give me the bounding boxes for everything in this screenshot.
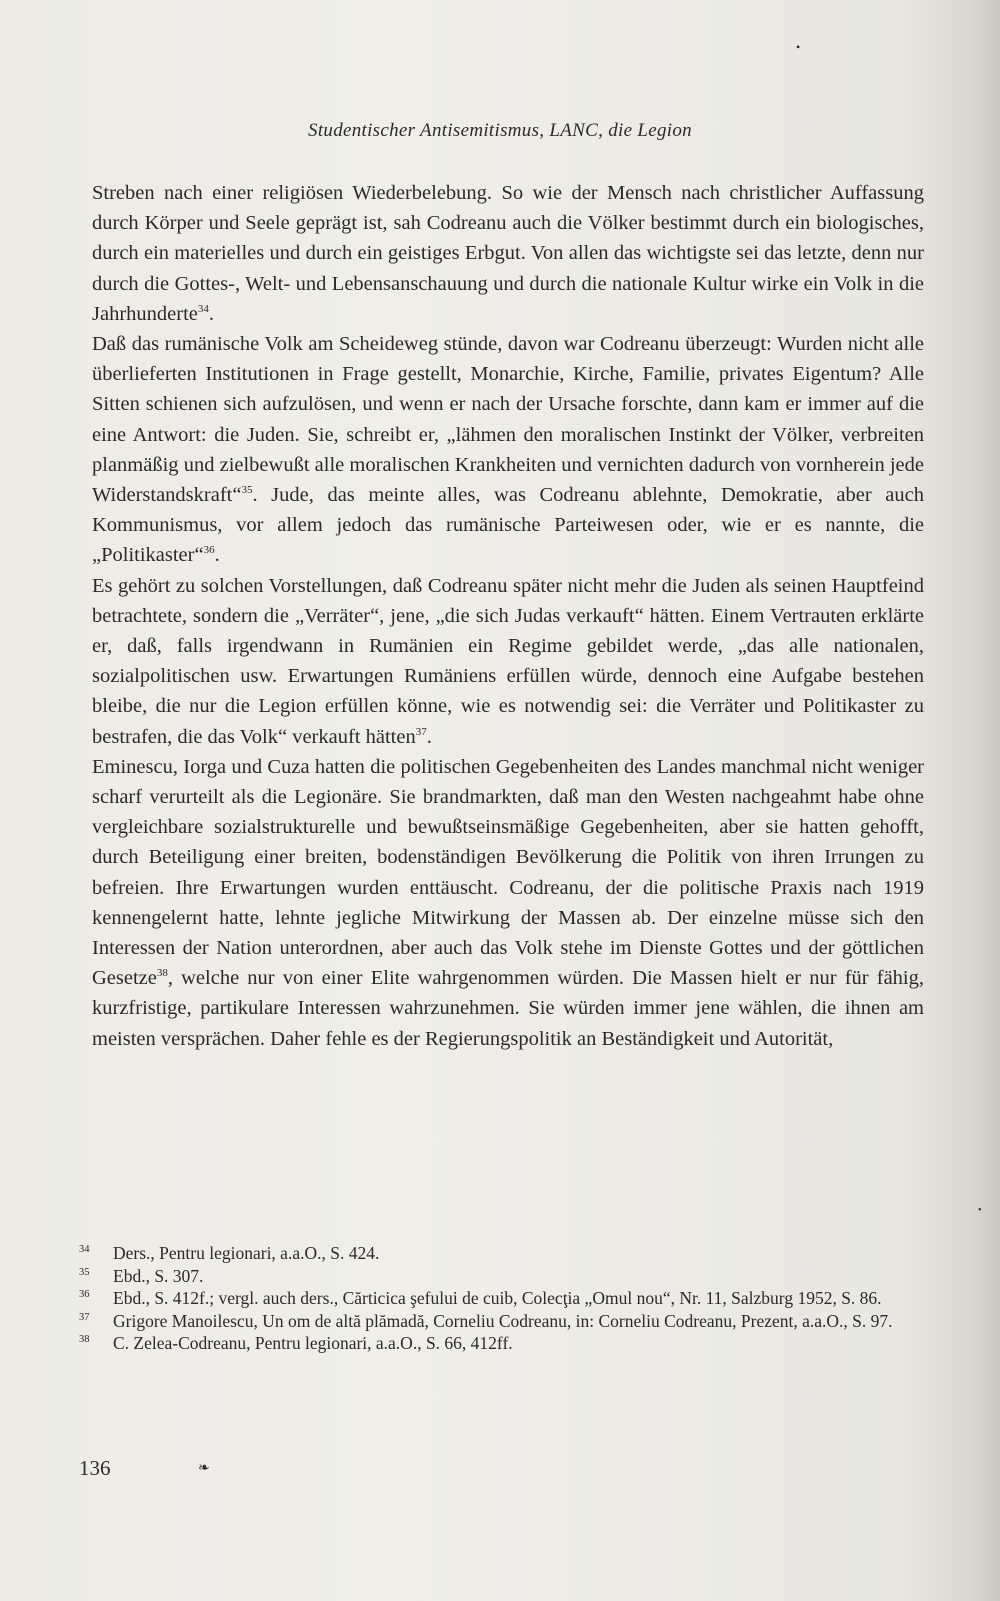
paragraph bbox=[92, 329, 924, 571]
footnote-text: Ebd., S. 412f.; vergl. auch ders., Cărticica şefului de cuib, Colecţia „Omul nou“, Nr. 11, Salzburg 1952, S. 86. bbox=[113, 1288, 882, 1308]
paragraph bbox=[92, 752, 924, 1054]
footnote-text: Grigore Manoilescu, Un om de altă plămadă, Corneliu Codreanu, in: Corneliu Codreanu, Prezent, a.a.O., S. 97. bbox=[113, 1310, 893, 1331]
paragraph-text: Eminescu, Iorga und Cuza hatten die politischen Gegebenheiten des Landes manchmal nicht weniger scharf verurteilt als die Legionäre. Sie brandmarkten, daß man den Westen nachgeahmt habe ohne vergleichbare sozialstrukturelle und bewußtseinsmäßige Gegebenheiten, aber sie hatten gehofft, durch Beteiligung einer breiten, bodenständigen Bevölkerung die Politik von ihren Irrungen zu befreien. Ihre Erwartungen wurden enttäuscht. Codreanu, der die politische Praxis nach 1919 kennengelernt hatte, lehnte jegliche Mitwirkung der Massen ab. Der einzelne müsse sich den Interessen der Nation unterordnen, aber auch das Volk stehe im Dienste Gottes und der göttlichen Gesetze bbox=[92, 755, 924, 990]
paragraph bbox=[92, 571, 924, 752]
paragraph-text: . Jude, das meinte alles, was Codreanu ablehnte, Demokratie, aber auch Kommunismus, vor allem jedoch das rumänische Parteiwesen oder, wie er es nannte, die „Politikaster“ bbox=[92, 484, 924, 567]
footnote: 36 Ebd., S. 412f.; vergl. auch ders., Cărticica şefului de cuib, Colecţia „Omul nou“, Nr. 11, Salzburg 1952, S. 86. bbox=[79, 1288, 882, 1308]
footnote-ref[interactable]: 37 bbox=[415, 725, 427, 738]
ink-speck-mark: ❧ bbox=[198, 1461, 210, 1476]
running-head: Studentischer Antisemitismus, LANC, die Legion bbox=[308, 120, 692, 141]
body-text bbox=[92, 178, 924, 1054]
paragraph-text: Streben nach einer religiösen Wiederbelebung. So wie der Mensch nach christlicher Auffassung durch Körper und Seele geprägt ist, sah Codreanu auch die Völker bestimmt durch ein biologisches, durch ein materielles und durch ein geistiges Erbgut. Von allen das wichtigste sei das letzte, denn nur durch die Gottes-, Welt- und Lebensanschauung und durch die nationale Kultur wirke ein Volk in die Jahrhunderte bbox=[92, 182, 924, 325]
ink-speck-mark: • bbox=[796, 40, 801, 54]
paragraph-text: . bbox=[208, 302, 214, 325]
paragraph-text: . bbox=[214, 544, 220, 567]
footnote-text: C. Zelea-Codreanu, Pentru legionari, a.a.O., S. 66, 412ff. bbox=[113, 1333, 513, 1353]
paragraph-text: , welche nur von einer Elite wahrgenommen würden. Die Massen hielt er nur für fähig, kurzfristige, partikulare Interessen wahrzunehmen. Sie würden immer jene wählen, die ihnen am meisten versprächen. Daher fehle es der Regierungspolitik an Beständigkeit und Autorität, bbox=[92, 967, 924, 1050]
paragraph bbox=[92, 178, 924, 329]
footnote: 35 Ebd., S. 307. bbox=[79, 1265, 204, 1286]
footnote-text: Ebd., S. 307. bbox=[113, 1265, 204, 1286]
footnote-ref[interactable]: 34 bbox=[197, 302, 209, 315]
footnote: 37 Grigore Manoilescu, Un om de altă plămadă, Corneliu Codreanu, in: Corneliu Codreanu, Prezent, a.a.O., S. 97. bbox=[79, 1310, 893, 1331]
footnote: 34 Ders., Pentru legionari, a.a.O., S. 424. bbox=[79, 1243, 380, 1263]
footnote-ref[interactable]: 38 bbox=[156, 967, 168, 980]
paragraph-text: . bbox=[426, 725, 432, 748]
paragraph-text: Daß das rumänische Volk am Scheideweg stünde, davon war Codreanu überzeugt: Wurden nicht alle überlieferten Institutionen in Frage gestellt, Monarchie, Kirche, Familie, privates Eigentum? Alle Sitten schienen sich aufzulösen, und wenn er nach der Ursache forschte, dann kam er immer auf die eine Antwort: die Juden. Sie, schreibt er, „lähmen den moralischen Instinkt der Völker, verbreiten planmäßig und zielbewußt alle moralischen Krankheiten und vernichten dadurch von vornherein jede Widerstandskraft“ bbox=[92, 333, 924, 507]
footnote-text: Ders., Pentru legionari, a.a.O., S. 424. bbox=[113, 1243, 380, 1263]
footnote-ref[interactable]: 36 bbox=[203, 544, 215, 557]
footnote: 38 C. Zelea-Codreanu, Pentru legionari, a.a.O., S. 66, 412ff. bbox=[79, 1333, 513, 1353]
ink-speck-mark: • bbox=[978, 1205, 982, 1216]
footnote-ref[interactable]: 35 bbox=[241, 484, 253, 497]
footnotes bbox=[79, 1242, 924, 1355]
page-number: 136 bbox=[79, 1456, 111, 1480]
paragraph-text: Es gehört zu solchen Vorstellungen, daß Codreanu später nicht mehr die Juden als seinen Hauptfeind betrachtete, sondern die „Verräter“, jene, „die sich Judas verkauft“ hätten. Einem Vertrauten erklärte er, daß, falls irgendwann in Rumänien ein Regime gebildet werde, „das alle nationalen, sozialpolitischen usw. Erwartungen Rumäniens erfüllen würde, dennoch eine Aufgabe bestehen bleibe, die nur die Legion erfüllen könne, wie es notwendig sei: die Verräter und Politikaster zu bestrafen, die das Volk“ verkauft hätten bbox=[92, 574, 924, 748]
